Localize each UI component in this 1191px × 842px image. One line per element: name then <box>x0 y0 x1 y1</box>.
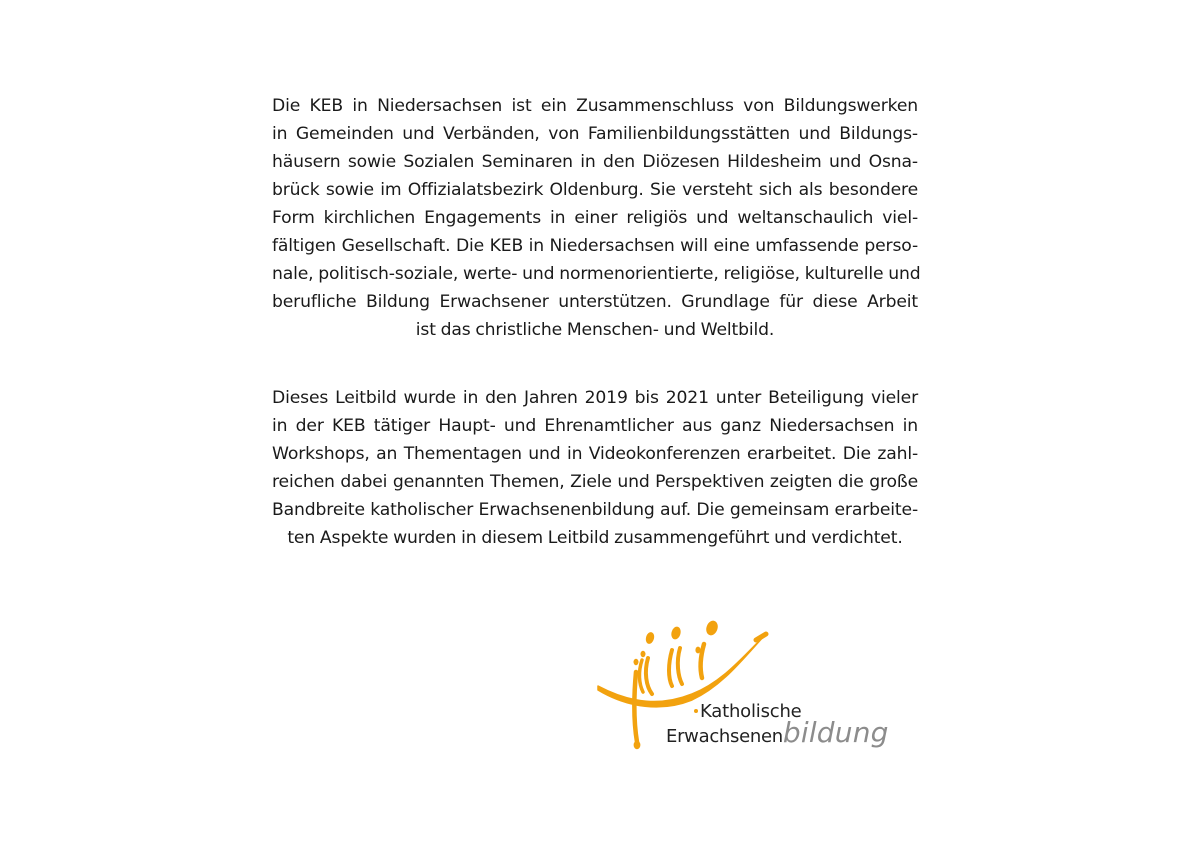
leitbild-line: Bandbreite katholischer Erwachsenenbildung auf. Die gemeinsam erarbeite- <box>272 500 918 520</box>
intro-line: Form kirchlichen Engagements in einer religiös und weltanschaulich viel- <box>272 208 918 228</box>
leitbild-line: Workshops, an Thementagen und in Videokonferenzen erarbeitet. Die zahl- <box>272 444 918 464</box>
intro-line: fältigen Gesellschaft. Die KEB in Niedersachsen will eine umfassende perso- <box>272 236 918 256</box>
leitbild-line: ten Aspekte wurden in diesem Leitbild zusammengeführt und verdichtet. <box>287 528 903 548</box>
intro-paragraph <box>272 92 921 344</box>
leitbild-line: in der KEB tätiger Haupt- und Ehrenamtlicher aus ganz Niedersachsen in <box>272 416 918 436</box>
logo-text-erwachsenen-word: Erwachsenen <box>666 726 783 747</box>
logo-text-katholische: Katholische <box>700 701 802 722</box>
intro-line: ist das christliche Menschen- und Weltbild. <box>415 320 775 340</box>
leitbild-paragraph <box>272 384 918 552</box>
intro-line: in Gemeinden und Verbänden, von Familienbildungsstätten und Bildungs- <box>272 124 918 144</box>
leitbild-line: reichen dabei genannten Themen, Ziele und Perspektiven zeigten die große <box>272 472 918 492</box>
leitbild-line: Dieses Leitbild wurde in den Jahren 2019 bis 2021 unter Beteiligung vieler <box>272 388 918 408</box>
intro-line: brück sowie im Offizialatsbezirk Oldenburg. Sie versteht sich als besondere <box>272 180 918 200</box>
intro-line: nale, politisch-soziale, werte- und normenorientierte, religiöse, kulturelle und <box>272 264 921 284</box>
intro-line: berufliche Bildung Erwachsener unterstützen. Grundlage für diese Arbeit <box>272 292 918 312</box>
logo-text-erwachsenen <box>666 716 889 749</box>
keb-logo <box>592 614 922 754</box>
intro-line: Die KEB in Niedersachsen ist ein Zusammenschluss von Bildungswerken <box>272 96 918 116</box>
logo-text-bildung: bildung <box>782 716 889 749</box>
intro-line: häusern sowie Sozialen Seminaren in den Diözesen Hildesheim und Osna- <box>272 152 918 172</box>
